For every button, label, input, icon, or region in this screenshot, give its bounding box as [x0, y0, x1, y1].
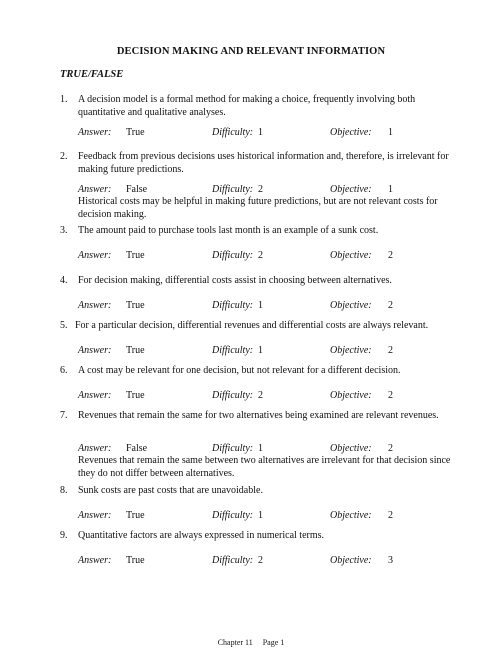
answer-line [78, 555, 393, 567]
difficulty-value: 2 [258, 555, 263, 566]
objective-label: Objective: [330, 443, 372, 454]
answer-value: True [126, 510, 145, 521]
footer-page: Page 1 [262, 638, 285, 647]
difficulty-value: 2 [258, 250, 263, 261]
question-text: Quantitative factors are always expressed in numerical terms. [78, 530, 325, 541]
answer-value: False [126, 184, 148, 195]
question-number: 5. [60, 320, 68, 331]
answer-label: Answer: [78, 250, 112, 261]
objective-label: Objective: [330, 250, 372, 261]
objective-value: 3 [388, 555, 393, 566]
question-number: 2. [60, 151, 68, 162]
answer-value: True [126, 390, 145, 401]
objective-value: 2 [388, 390, 393, 401]
objective-label: Objective: [330, 345, 372, 356]
objective-value: 1 [388, 127, 393, 138]
answer-explanation: Historical costs may be helpful in making future predictions, but are not relevant costs for decision making. [78, 196, 438, 220]
objective-value: 2 [388, 300, 393, 311]
answer-label: Answer: [78, 555, 112, 566]
objective-value: 2 [388, 250, 393, 261]
answer-value: True [126, 300, 145, 311]
objective-label: Objective: [330, 300, 372, 311]
objective-value: 2 [388, 345, 393, 356]
objective-label: Objective: [330, 184, 372, 195]
answer-label: Answer: [78, 300, 112, 311]
page-title: DECISION MAKING AND RELEVANT INFORMATION [116, 46, 386, 57]
answer-line [78, 390, 393, 402]
question-text: A decision model is a formal method for making a choice, frequently involving both quantitative and qualitative analyses. [78, 94, 416, 118]
question-text: A cost may be relevant for one decision, but not relevant for a different decision. [78, 365, 401, 376]
difficulty-value: 1 [258, 443, 263, 454]
question-number: 4. [60, 275, 68, 286]
answer-line [78, 345, 393, 357]
question-text: Sunk costs are past costs that are unavoidable. [78, 485, 263, 496]
answer-line [78, 184, 393, 196]
difficulty-value: 1 [258, 510, 263, 521]
answer-line [78, 127, 393, 139]
difficulty-value: 1 [258, 345, 263, 356]
difficulty-label: Difficulty: [212, 184, 254, 195]
difficulty-label: Difficulty: [212, 555, 254, 566]
question-number: 7. [60, 410, 68, 421]
question-body: For a particular decision, differential revenues and differential costs are always relevant. [75, 320, 429, 331]
section-heading: TRUE/FALSE [60, 69, 124, 80]
answer-label: Answer: [78, 443, 112, 454]
objective-value: 2 [388, 443, 393, 454]
answer-explanation: Revenues that remain the same between two alternatives are irrelevant for that decision since they do not differ between alternatives. [78, 455, 451, 479]
question-text: For decision making, differential costs assist in choosing between alternatives. [78, 275, 392, 286]
question-number: 6. [60, 365, 68, 376]
objective-value: 1 [388, 184, 393, 195]
answer-label: Answer: [78, 127, 112, 138]
difficulty-value: 1 [258, 300, 263, 311]
objective-label: Objective: [330, 390, 372, 401]
difficulty-label: Difficulty: [212, 390, 254, 401]
answer-line [78, 510, 393, 522]
difficulty-label: Difficulty: [212, 127, 254, 138]
page-footer [0, 638, 502, 647]
difficulty-label: Difficulty: [212, 443, 254, 454]
question-text: Feedback from previous decisions uses historical information and, therefore, is irrelevant for making future predictions. [78, 151, 449, 175]
answer-label: Answer: [78, 184, 112, 195]
answer-value: True [126, 345, 145, 356]
answer-value: True [126, 555, 145, 566]
answer-label: Answer: [78, 345, 112, 356]
objective-label: Objective: [330, 555, 372, 566]
answer-line [78, 443, 393, 455]
answer-value: True [126, 250, 145, 261]
difficulty-value: 2 [258, 390, 263, 401]
question-number: 8. [60, 485, 68, 496]
question-number: 9. [60, 530, 68, 541]
answer-line [78, 250, 393, 262]
question-text: Revenues that remain the same for two alternatives being examined are relevant revenues. [78, 410, 439, 421]
objective-label: Objective: [330, 510, 372, 521]
footer-chapter: Chapter 11 [217, 638, 253, 647]
answer-label: Answer: [78, 390, 112, 401]
answer-line [78, 300, 393, 312]
difficulty-label: Difficulty: [212, 345, 254, 356]
question-text: The amount paid to purchase tools last month is an example of a sunk cost. [78, 225, 379, 236]
question-number: 1. [60, 94, 68, 105]
difficulty-label: Difficulty: [212, 510, 254, 521]
difficulty-value: 1 [258, 127, 263, 138]
question-text [60, 320, 480, 333]
question-number: 3. [60, 225, 68, 236]
difficulty-label: Difficulty: [212, 250, 254, 261]
answer-value: True [126, 127, 145, 138]
difficulty-label: Difficulty: [212, 300, 254, 311]
answer-label: Answer: [78, 510, 112, 521]
difficulty-value: 2 [258, 184, 263, 195]
objective-label: Objective: [330, 127, 372, 138]
objective-value: 2 [388, 510, 393, 521]
answer-value: False [126, 443, 148, 454]
